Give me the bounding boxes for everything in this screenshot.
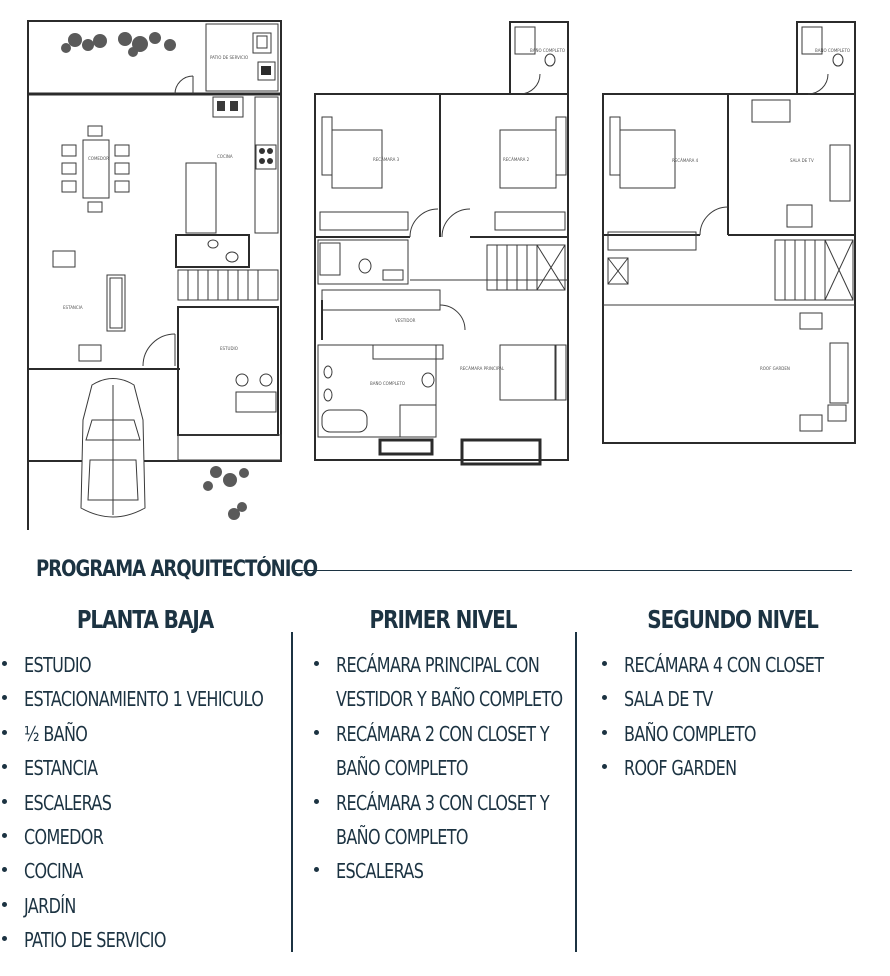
bullet-icon [2,936,7,941]
program-item [0,648,290,682]
program-item [312,854,574,888]
bullet-icon [602,764,607,769]
program-title: PROGRAMA ARQUITECTÓNICO [36,557,318,582]
program-item-text: SALA DE TV [624,687,713,712]
second-floor-plan [603,22,855,443]
label-roof: ROOF GARDEN [760,366,790,371]
label-sala: SALA DE TV [790,158,814,163]
bullet-icon [2,833,7,838]
program-item [0,889,290,923]
column-segundo-nivel [600,600,865,786]
program-item-text: ESTUDIO [24,653,91,677]
column-list [0,648,290,958]
program-item-text: ESTANCIA [24,756,98,781]
bullet-icon [602,661,607,666]
column-list [312,648,574,889]
bullet-icon [2,695,7,700]
label-cocina: COCINA [217,154,233,159]
bullet-icon [314,661,319,666]
column-primer-nivel [312,600,574,889]
program-item [0,751,290,785]
program-item [312,648,574,717]
program-item [312,786,574,855]
car-icon [81,379,145,518]
label-bano-master: BAÑO COMPLETO [370,381,406,386]
program-item [600,751,865,785]
column-heading: PRIMER NIVEL [369,605,517,634]
program-item-text: BAÑO COMPLETO [336,756,468,781]
program-item [0,717,290,751]
label-rec3: RECÁMARA 3 [373,157,400,162]
program-item-text: ESTACIONAMIENTO 1 VEHICULO [24,687,264,712]
first-floor-plan [315,22,568,464]
program-item-text: BAÑO COMPLETO [624,721,756,746]
program-item-text: COMEDOR [24,824,104,849]
program-item [600,682,865,716]
program-item-text: RECÁMARA 4 CON CLOSET [624,653,824,677]
bullet-icon [2,799,7,804]
program-item [600,648,865,682]
program-item-text: ROOF GARDEN [624,756,737,781]
program-item-text: RECÁMARA 2 CON CLOSET Y [336,721,549,746]
label-estudio: ESTUDIO [220,346,238,351]
program-item [600,717,865,751]
bullet-icon [2,661,7,666]
program-item-text: BAÑO COMPLETO [336,824,468,849]
program-item [312,717,574,786]
column-heading: SEGUNDO NIVEL [647,605,818,634]
label-comedor: COMEDOR [88,156,109,161]
bullet-icon [314,867,319,872]
bullet-icon [2,902,7,907]
program-item-text: ESCALERAS [24,790,112,815]
label-rec4: RECÁMARA 4 [672,158,699,163]
program-item [0,786,290,820]
program-item-text: VESTIDOR Y BAÑO COMPLETO [336,687,563,712]
program-item-text: RECÁMARA 3 CON CLOSET Y [336,790,549,815]
label-bano-top: BAÑO COMPLETO [530,48,566,53]
program-item-text: PATIO DE SERVICIO [24,928,166,953]
program-item-text: COCINA [24,859,83,884]
label-principal: RECÁMARA PRINCIPAL [460,366,505,371]
bullet-icon [602,730,607,735]
ground-floor-plan [28,21,281,530]
program-item [0,854,290,888]
column-divider [575,632,577,952]
bullet-icon [314,799,319,804]
bullet-icon [2,764,7,769]
bullet-icon [2,867,7,872]
column-planta-baja [0,600,290,958]
bullet-icon [2,730,7,735]
program-item-text: RECÁMARA PRINCIPAL CON [336,653,540,677]
bullet-icon [602,695,607,700]
column-list [600,648,865,786]
column-heading: PLANTA BAJA [76,605,214,634]
label-estancia: ESTANCIA [63,305,83,310]
label-rec2: RECÁMARA 2 [503,157,530,162]
program-item [0,682,290,716]
program-item [0,923,290,957]
column-divider [291,632,293,952]
label-vestidor: VESTIDOR [395,318,416,323]
label-patio: PATIO DE SERVICIO [210,55,249,60]
program-item-text: ½ BAÑO [24,721,88,746]
program-item [0,820,290,854]
bullet-icon [314,730,319,735]
label-bano-second: BAÑO COMPLETO [815,48,851,53]
program-item-text: ESCALERAS [336,859,424,884]
title-rule [295,570,852,571]
program-item-text: JARDÍN [24,893,76,918]
